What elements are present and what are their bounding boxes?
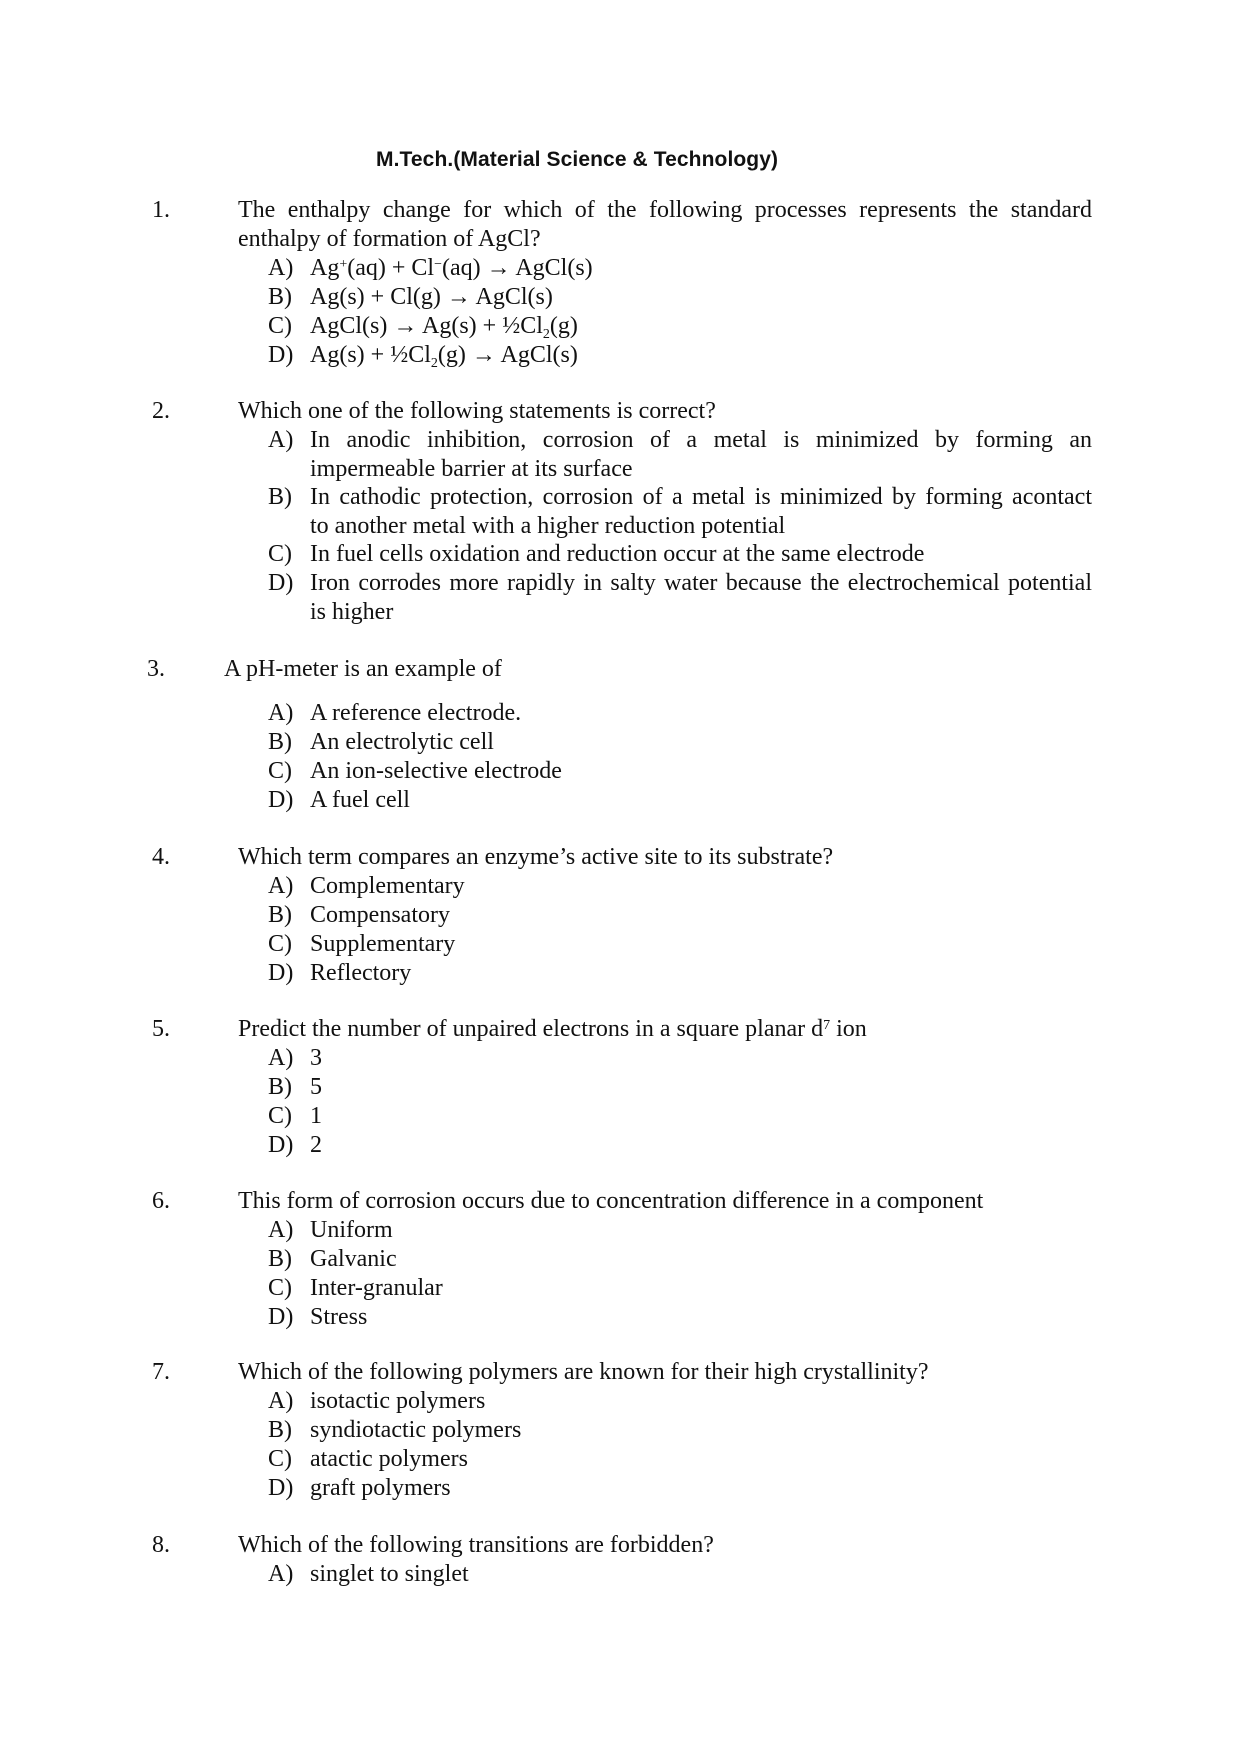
option-text: Ag(s) + Cl(g) → AgCl(s): [310, 284, 553, 310]
option-label: C): [268, 541, 292, 567]
option-label: A): [268, 1045, 294, 1071]
option-text: 2: [310, 1132, 322, 1158]
option-label: C): [268, 313, 292, 339]
option-label: C): [268, 1103, 292, 1129]
option-text-line: In anodic inhibition, corrosion of a metal is minimized by forming an: [310, 427, 1092, 453]
option-text: Galvanic: [310, 1246, 397, 1272]
option-label: D): [268, 960, 294, 986]
question-text: A pH-meter is an example of: [224, 656, 502, 682]
option-text-line: impermeable barrier at its surface: [310, 456, 633, 482]
option-label: B): [268, 484, 292, 510]
option-label: C): [268, 1275, 292, 1301]
question-text-line: The enthalpy change for which of the following processes represents the standard: [238, 197, 1092, 223]
option-text: Stress: [310, 1304, 368, 1330]
option-text: 5: [310, 1074, 322, 1100]
option-text: singlet to singlet: [310, 1561, 469, 1587]
question-text: Predict the number of unpaired electrons in a square planar $d^7$ ion: [238, 1016, 867, 1042]
option-text: AgCl(s) → $Ag(s) + \frac{1}{2}Cl_2(g)$: [310, 313, 578, 342]
option-label: C): [268, 1446, 292, 1472]
question-text-line: enthalpy of formation of AgCl?: [238, 226, 541, 252]
option-label: B): [268, 729, 292, 755]
option-label: D): [268, 570, 294, 596]
option-label: D): [268, 787, 294, 813]
question-text: Which term compares an enzyme’s active site to its substrate?: [238, 844, 834, 870]
option-text: Reflectory: [310, 960, 412, 986]
option-text-line: is higher: [310, 599, 394, 625]
question-number: 2.: [152, 398, 170, 424]
option-label: B): [268, 284, 292, 310]
option-text: atactic polymers: [310, 1446, 468, 1472]
question-number: 8.: [152, 1532, 170, 1558]
option-text: An ion-selective electrode: [310, 758, 562, 784]
option-text: $Ag(s) + \frac{1}{2}Cl_2(g)$ → AgCl(s): [310, 342, 578, 371]
option-text: syndiotactic polymers: [310, 1417, 522, 1443]
option-label: A): [268, 1388, 294, 1414]
page-title: M.Tech.(Material Science & Technology): [376, 148, 779, 171]
option-label: A): [268, 1217, 294, 1243]
question-number: 6.: [152, 1188, 170, 1214]
option-text-line: Iron corrodes more rapidly in salty water because the electrochemical potential: [310, 570, 1092, 596]
option-text-line: In cathodic protection, corrosion of a metal is minimized by forming acontact: [310, 484, 1092, 510]
option-label: B): [268, 1417, 292, 1443]
option-text: A reference electrode.: [310, 700, 522, 726]
option-text: Complementary: [310, 873, 465, 899]
option-label: B): [268, 902, 292, 928]
option-text: An electrolytic cell: [310, 729, 494, 755]
option-text: 3: [310, 1045, 322, 1071]
option-label: A): [268, 873, 294, 899]
option-text: Uniform: [310, 1217, 393, 1243]
option-label: B): [268, 1074, 292, 1100]
option-text: In fuel cells oxidation and reduction occur at the same electrode: [310, 541, 925, 567]
option-text: Inter-granular: [310, 1275, 443, 1301]
option-text-line: to another metal with a higher reduction potential: [310, 513, 786, 539]
question-number: 7.: [152, 1359, 170, 1385]
option-label: A): [268, 427, 294, 453]
question-text: Which of the following polymers are known for their high crystallinity?: [238, 1359, 929, 1385]
option-text: 1: [310, 1103, 322, 1129]
option-label: D): [268, 1132, 294, 1158]
question-number: 3.: [147, 656, 165, 682]
option-label: C): [268, 931, 292, 957]
question-number: 4.: [152, 844, 170, 870]
option-label: A): [268, 255, 294, 281]
question-text: Which one of the following statements is correct?: [238, 398, 716, 424]
option-text: isotactic polymers: [310, 1388, 486, 1414]
option-label: A): [268, 1561, 294, 1587]
question-text: This form of corrosion occurs due to concentration difference in a component: [238, 1188, 984, 1214]
option-text: Supplementary: [310, 931, 456, 957]
option-text: A fuel cell: [310, 787, 410, 813]
option-label: D): [268, 342, 294, 368]
option-text: Compensatory: [310, 902, 450, 928]
option-label: D): [268, 1475, 294, 1501]
option-label: C): [268, 758, 292, 784]
option-text: Ag+(aq) + Cl−(aq) → AgCl(s): [310, 255, 593, 281]
option-label: B): [268, 1246, 292, 1272]
question-text: Which of the following transitions are forbidden?: [238, 1532, 714, 1558]
question-number: 1.: [152, 197, 170, 223]
option-text: graft polymers: [310, 1475, 451, 1501]
question-number: 5.: [152, 1016, 170, 1042]
option-label: A): [268, 700, 294, 726]
option-label: D): [268, 1304, 294, 1330]
